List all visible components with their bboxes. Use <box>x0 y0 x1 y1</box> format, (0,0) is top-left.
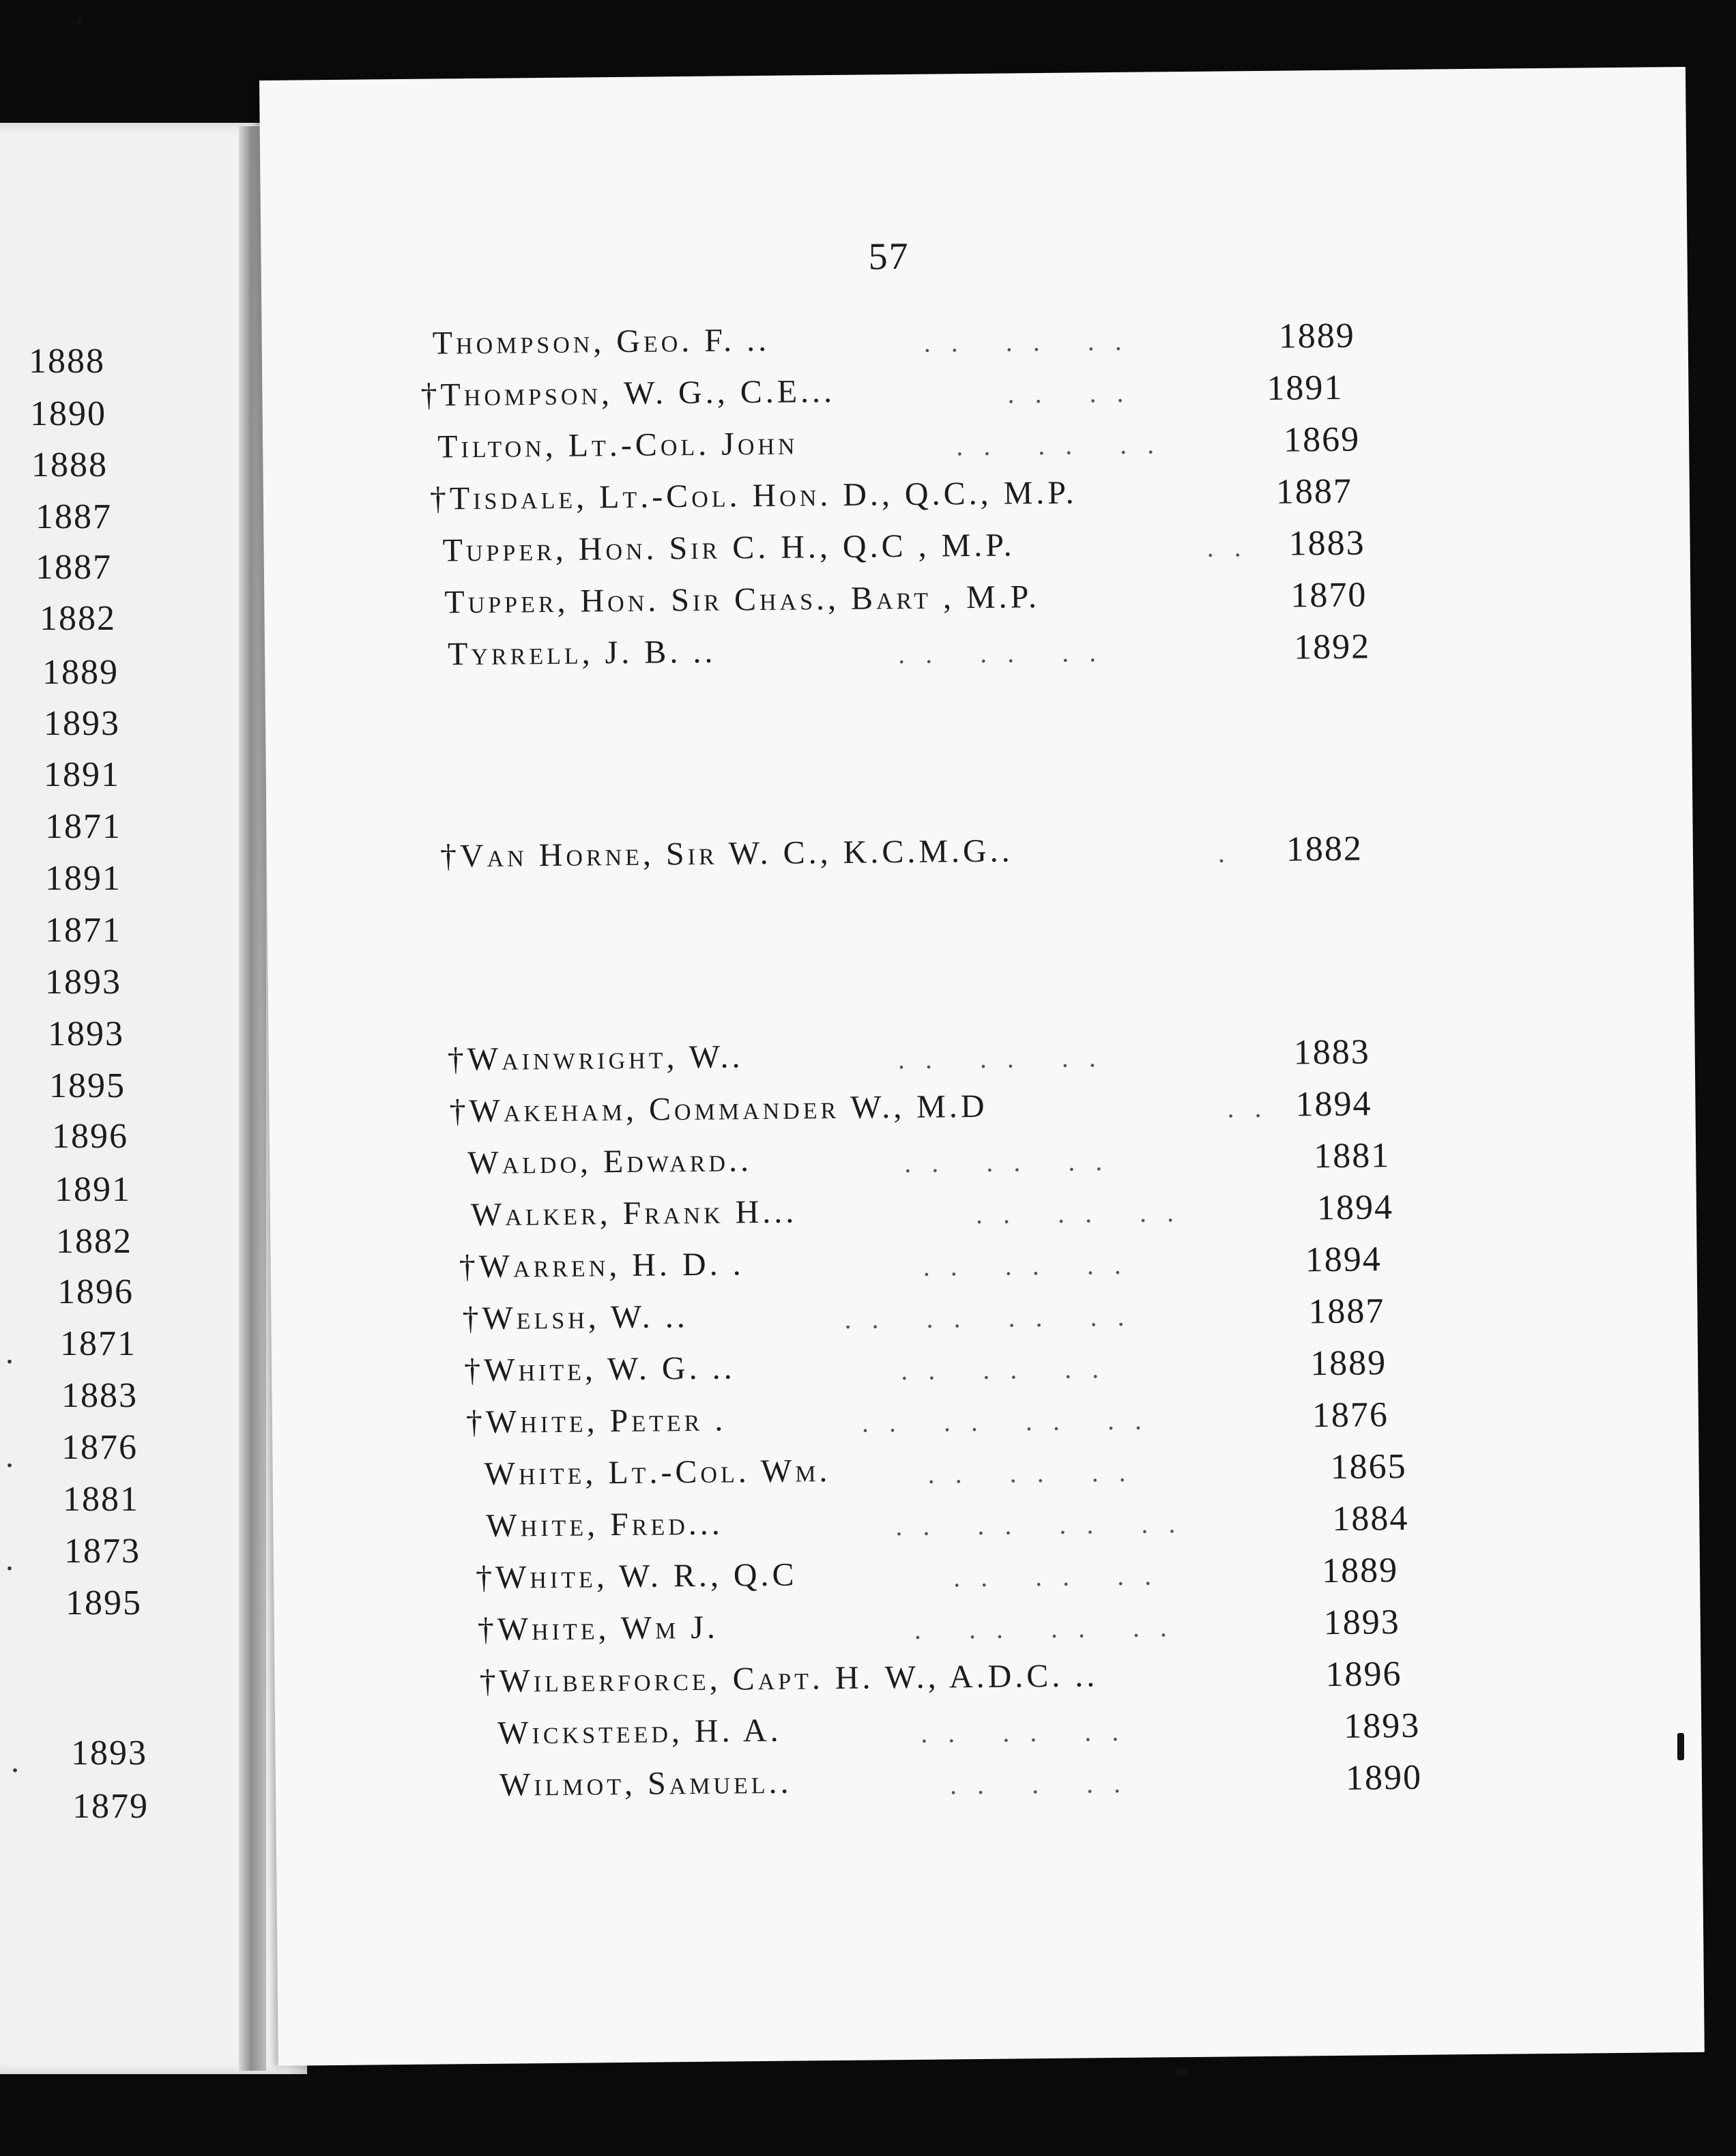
entry-name: †Wainwright, W.. <box>447 1038 744 1078</box>
leader-dot: . <box>11 1743 19 1779</box>
entry-row <box>459 1237 1619 1298</box>
entry-row <box>437 417 1598 478</box>
entry-name: †White, Peter . <box>465 1401 727 1441</box>
entry-row <box>486 1496 1647 1558</box>
entry-year: 1894 <box>1305 1240 1382 1280</box>
entry-row <box>464 1341 1625 1402</box>
left-year: 1896 <box>57 1272 134 1311</box>
scan-speck <box>76 18 82 25</box>
dot-leader: . .. .. .. <box>914 1612 1188 1645</box>
entry-year: 1894 <box>1295 1084 1372 1124</box>
left-year: 1893 <box>44 704 120 743</box>
entry-row <box>444 572 1605 634</box>
entry-year: 1893 <box>1343 1706 1421 1746</box>
entry-name: †Welsh, W. .. <box>462 1298 689 1337</box>
entry-name: †Thompson, W. G., C.E... <box>420 373 836 413</box>
dot-leader: .. .. .. <box>975 1196 1195 1229</box>
entry-name: †Wilberforce, Capt. H. W., A.D.C. .. <box>479 1657 1099 1700</box>
right-page <box>259 67 1705 2066</box>
left-year: 1882 <box>40 599 116 638</box>
left-year: 1871 <box>60 1324 136 1363</box>
entry-year: 1889 <box>1278 316 1355 356</box>
dot-leader: .. .. .. .. <box>895 1507 1196 1542</box>
entry-name: White, Fred... <box>486 1505 724 1544</box>
entry-name: Tupper, Hon. Sir C. H., Q.C , M.P. <box>442 527 1015 569</box>
left-year: 1890 <box>30 394 106 433</box>
left-year: 1895 <box>49 1066 126 1105</box>
left-year: 1876 <box>61 1428 138 1467</box>
entry-name: Walker, Frank H... <box>470 1193 798 1234</box>
left-year: 1895 <box>66 1584 142 1622</box>
entry-row <box>471 1185 1632 1247</box>
entry-row <box>500 1755 1660 1816</box>
entry-year: 1865 <box>1330 1446 1407 1487</box>
dot-leader: . <box>1217 837 1246 869</box>
dot-leader: .. . .. <box>949 1767 1142 1801</box>
leader-dot: . <box>5 1438 14 1474</box>
dot-leader: .. .. .. .. <box>861 1404 1163 1438</box>
entry-name: White, Lt.-Col. Wm. <box>484 1453 831 1492</box>
entry-year: 1890 <box>1345 1758 1423 1798</box>
dot-leader: .. .. .. <box>921 1715 1140 1749</box>
entry-year: 1881 <box>1313 1136 1391 1176</box>
entry-row <box>420 365 1581 426</box>
entry-row <box>430 469 1591 530</box>
left-year: 1871 <box>45 911 121 950</box>
dot-leader: .. .. .. <box>955 428 1175 462</box>
dot-leader: .. .. .. <box>923 325 1142 358</box>
left-year: 1881 <box>63 1480 139 1519</box>
left-year: 1893 <box>45 963 121 1002</box>
entry-year: 1894 <box>1316 1188 1394 1228</box>
entry-year: 1884 <box>1332 1498 1409 1539</box>
left-year: 1893 <box>71 1734 147 1773</box>
entry-year: 1883 <box>1293 1032 1371 1073</box>
entry-name: Tilton, Lt.-Col. John <box>437 425 798 465</box>
entry-year: 1882 <box>1286 829 1363 869</box>
dot-leader: .. .. <box>1007 377 1144 409</box>
entry-name: †White, Wm J. <box>477 1609 719 1648</box>
left-year: 1888 <box>29 342 105 381</box>
entry-row <box>442 521 1603 582</box>
entry-row <box>466 1393 1627 1454</box>
dot-leader: .. <box>1227 1092 1282 1124</box>
left-year: 1891 <box>44 755 120 794</box>
entry-year: 1887 <box>1275 471 1353 512</box>
entry-year: 1893 <box>1323 1603 1401 1643</box>
dot-leader: .. .. .. <box>897 636 1117 670</box>
entry-row <box>432 313 1593 375</box>
entry-row <box>448 1030 1608 1091</box>
left-year: 1887 <box>35 548 112 587</box>
entry-row <box>476 1548 1636 1609</box>
left-year: 1891 <box>55 1170 131 1209</box>
scan-speck <box>1175 2067 1187 2077</box>
entry-name: †White, W. R., Q.C <box>475 1556 798 1597</box>
scan-speck <box>1677 1733 1684 1760</box>
entry-year: 1889 <box>1321 1551 1399 1591</box>
left-year: 1871 <box>45 807 121 846</box>
left-year: 1873 <box>64 1532 141 1571</box>
entry-name: Wicksteed, H. A. <box>497 1712 782 1751</box>
entry-name: Waldo, Edward.. <box>467 1142 753 1182</box>
dot-leader: .. .. .. <box>904 1145 1123 1178</box>
entry-year: 1896 <box>1325 1655 1402 1695</box>
entry-year: 1892 <box>1293 627 1371 667</box>
left-year: 1891 <box>45 859 121 898</box>
entry-year: 1887 <box>1308 1292 1385 1332</box>
entry-row <box>467 1133 1628 1195</box>
entry-name: †Tisdale, Lt.-Col. Hon. D., Q.C., M.P. <box>429 474 1077 517</box>
dot-leader: .. .. .. <box>953 1560 1172 1593</box>
entry-row <box>484 1444 1645 1506</box>
entry-year: 1876 <box>1312 1395 1389 1436</box>
dot-leader: .. .. .. <box>927 1456 1146 1489</box>
entry-year: 1870 <box>1290 575 1368 615</box>
left-year: 1893 <box>48 1015 124 1053</box>
dot-leader: .. <box>1206 531 1262 563</box>
entry-year: 1869 <box>1283 420 1361 460</box>
leader-dot: . <box>5 1541 14 1577</box>
left-year: 1888 <box>31 446 108 484</box>
dot-leader: .. .. .. .. <box>844 1300 1145 1335</box>
entry-row <box>497 1703 1658 1764</box>
entry-name: Thompson, Geo. F. .. <box>432 321 770 362</box>
entry-row <box>462 1289 1623 1350</box>
entry-name: Tyrrell, J. B. .. <box>447 633 717 673</box>
dot-leader: .. .. .. <box>897 1042 1117 1075</box>
left-year: 1889 <box>42 653 119 692</box>
entry-name: †White, W. G. .. <box>463 1350 736 1389</box>
entry-name: Tupper, Hon. Sir Chas., Bart , M.P. <box>444 579 1041 621</box>
entry-row <box>478 1600 1638 1661</box>
entry-name: Wilmot, Samuel.. <box>499 1764 792 1803</box>
entry-row <box>440 826 1601 888</box>
entry-year: 1883 <box>1288 523 1365 564</box>
left-year: 1883 <box>61 1376 138 1415</box>
entry-name: †Van Horne, Sir W. C., K.C.M.G.. <box>439 832 1013 875</box>
left-year: 1887 <box>35 497 112 536</box>
leader-dot: . <box>5 1335 14 1371</box>
left-year: 1882 <box>56 1222 132 1261</box>
dot-leader: .. .. .. <box>900 1352 1120 1386</box>
entry-year: 1891 <box>1267 368 1344 408</box>
entry-name: †Warren, H. D. . <box>459 1246 744 1285</box>
entry-name: †Wakeham, Commander W., M.D <box>449 1088 988 1130</box>
entry-year: 1889 <box>1310 1343 1387 1384</box>
entry-row <box>449 1081 1610 1143</box>
left-year: 1896 <box>52 1117 128 1156</box>
page-number: 57 <box>868 235 910 278</box>
left-year: 1879 <box>72 1787 149 1826</box>
dot-leader: .. .. .. <box>923 1249 1142 1282</box>
entry-row <box>448 624 1608 686</box>
entry-row <box>479 1652 1640 1713</box>
